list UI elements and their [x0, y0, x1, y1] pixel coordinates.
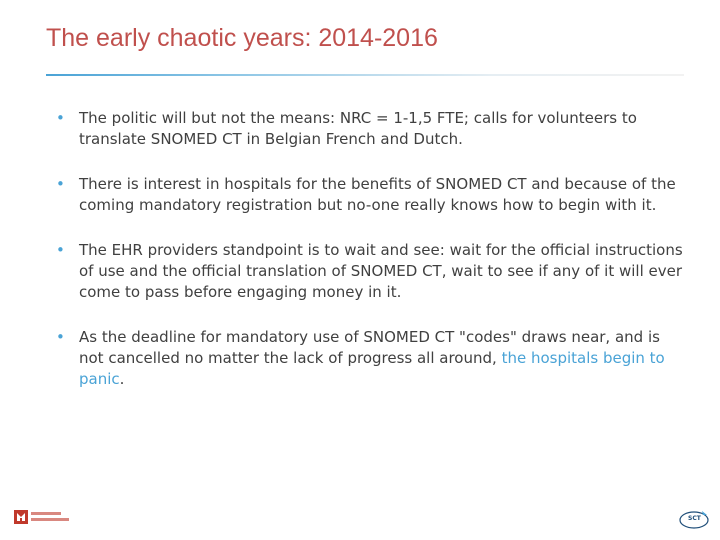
bullet-item [56, 327, 688, 390]
bullet-item [56, 174, 688, 216]
bullet-text: . [119, 370, 125, 388]
bullet-list [56, 108, 688, 414]
bullet-text: As the deadline for mandatory use of SNOMED CT "codes" draws near, and is not cancelled no matter the lack of progress all around, [79, 328, 660, 367]
organization-logo-text: SCT [688, 515, 701, 522]
title-underline [46, 74, 684, 76]
bullet-text: There is interest in hospitals for the benefits of SNOMED CT and because of the coming mandatory registration but no-one really knows how to begin with it. [79, 175, 676, 214]
bullet-text: The politic will but not the means: NRC = 1-1,5 FTE; calls for volunteers to translate SNOMED CT in Belgian French and Dutch. [79, 109, 637, 148]
bullet-highlight-text: the hospitals begin to panic [79, 349, 665, 388]
bullet-text: The EHR providers standpoint is to wait and see: wait for the official instructions of use and the official translation of SNOMED CT, wait to see if any of it will ever come to pass before engaging money in it. [79, 241, 683, 301]
hospital-logo-icon [14, 508, 74, 526]
bullet-item [56, 240, 688, 303]
slide-title: The early chaotic years: 2014-2016 [46, 24, 438, 52]
bullet-item [56, 108, 688, 150]
